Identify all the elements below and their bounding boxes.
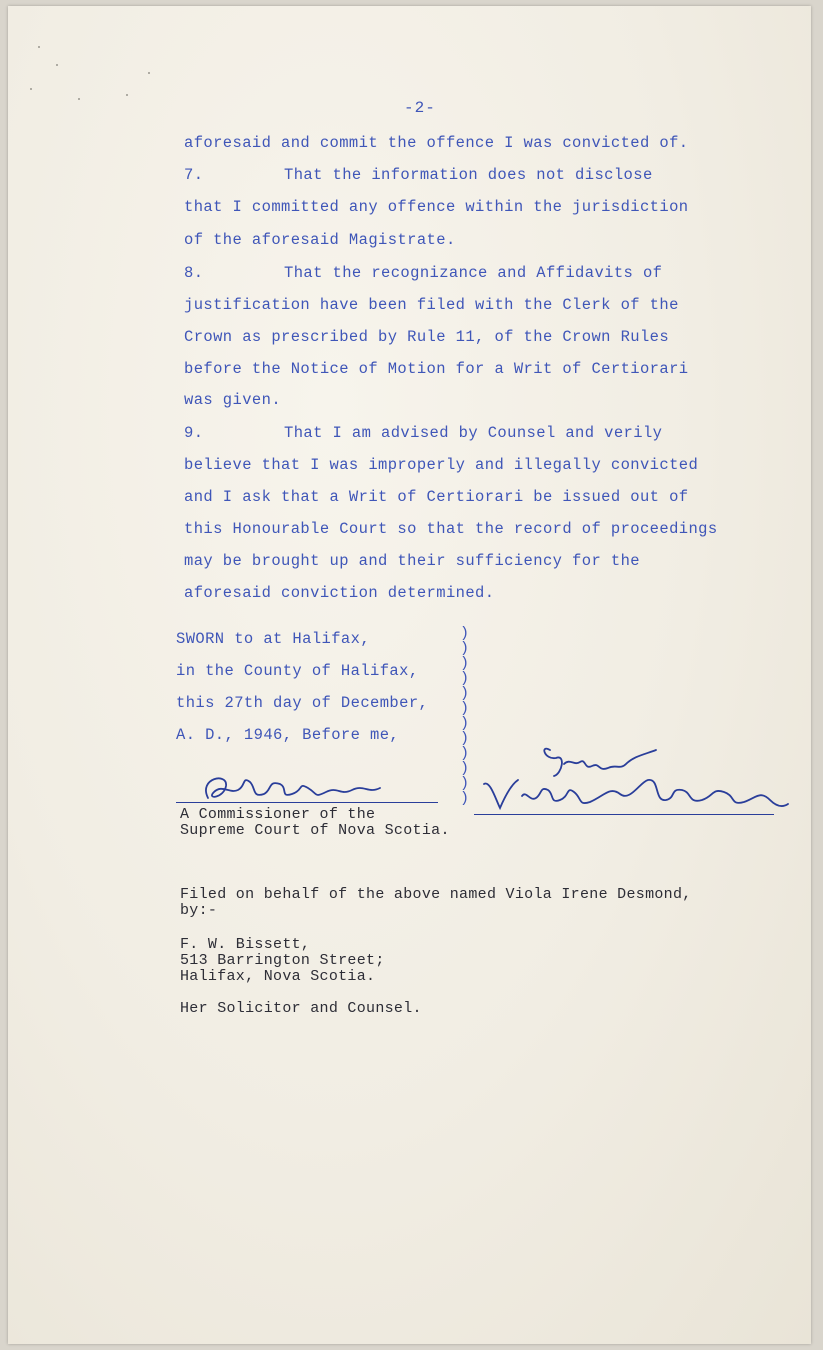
body-line: before the Notice of Motion for a Writ of Certiorari bbox=[184, 360, 689, 378]
paper-speck bbox=[78, 98, 80, 100]
body-line: aforesaid and commit the offence I was convicted of. bbox=[184, 134, 689, 152]
body-line: and I ask that a Writ of Certiorari be issued out of bbox=[184, 488, 689, 506]
jurat-line: A. D., 1946, Before me, bbox=[176, 726, 400, 744]
commissioner-signature bbox=[168, 768, 438, 810]
deponent-signature-text: Viola Irene Desmond bbox=[470, 730, 482, 731]
signature-rule bbox=[474, 814, 774, 815]
jurat-line: SWORN to at Halifax, bbox=[176, 630, 371, 648]
solicitor-role: Her Solicitor and Counsel. bbox=[180, 1000, 422, 1017]
body-line: of the aforesaid Magistrate. bbox=[184, 231, 456, 249]
paragraph-number: 8. bbox=[184, 264, 204, 282]
paper-speck bbox=[148, 72, 150, 74]
paper-speck bbox=[30, 88, 32, 90]
solicitor-name: F. W. Bissett, bbox=[180, 936, 311, 953]
paragraph-text: That the recognizance and Affidavits of bbox=[284, 264, 663, 282]
paragraph-8-line bbox=[184, 264, 662, 282]
solicitor-address: 513 Barrington Street; bbox=[180, 952, 385, 969]
body-line: was given. bbox=[184, 391, 282, 409]
signature-rule bbox=[176, 802, 438, 803]
paper-speck bbox=[56, 64, 58, 66]
body-line: this Honourable Court so that the record of proceedings bbox=[184, 520, 718, 538]
deponent-signature bbox=[470, 730, 790, 826]
paragraph-number: 9. bbox=[184, 424, 204, 442]
filing-line: by:- bbox=[180, 902, 218, 919]
body-line: aforesaid conviction determined. bbox=[184, 584, 495, 602]
paragraph-text: That the information does not disclose bbox=[284, 166, 653, 184]
page-number: -2- bbox=[404, 99, 436, 117]
bracket-column: ) ) ) ) ) ) ) ) ) ) ) ) bbox=[460, 625, 470, 807]
solicitor-city: Halifax, Nova Scotia. bbox=[180, 968, 376, 985]
paragraph-number: 7. bbox=[184, 166, 204, 184]
paper-speck bbox=[126, 94, 128, 96]
paragraph-7-line bbox=[184, 166, 653, 184]
document-page bbox=[8, 6, 811, 1344]
filing-line: Filed on behalf of the above named Viola Irene Desmond, bbox=[180, 886, 692, 903]
body-line: that I committed any offence within the jurisdiction bbox=[184, 198, 689, 216]
commissioner-title-line: A Commissioner of the bbox=[180, 806, 376, 823]
body-line: may be brought up and their sufficiency for the bbox=[184, 552, 640, 570]
commissioner-court-line: Supreme Court of Nova Scotia. bbox=[180, 822, 450, 839]
paragraph-text: That I am advised by Counsel and verily bbox=[284, 424, 663, 442]
jurat-line: in the County of Halifax, bbox=[176, 662, 419, 680]
jurat-line: this 27th day of December, bbox=[176, 694, 429, 712]
body-line: believe that I was improperly and illegally convicted bbox=[184, 456, 699, 474]
paragraph-9-line bbox=[184, 424, 662, 442]
commissioner-signature-text: G.R. Ramsay bbox=[168, 768, 175, 769]
paper-speck bbox=[38, 46, 40, 48]
body-line: Crown as prescribed by Rule 11, of the Crown Rules bbox=[184, 328, 670, 346]
body-line: justification have been filed with the Clerk of the bbox=[184, 296, 679, 314]
